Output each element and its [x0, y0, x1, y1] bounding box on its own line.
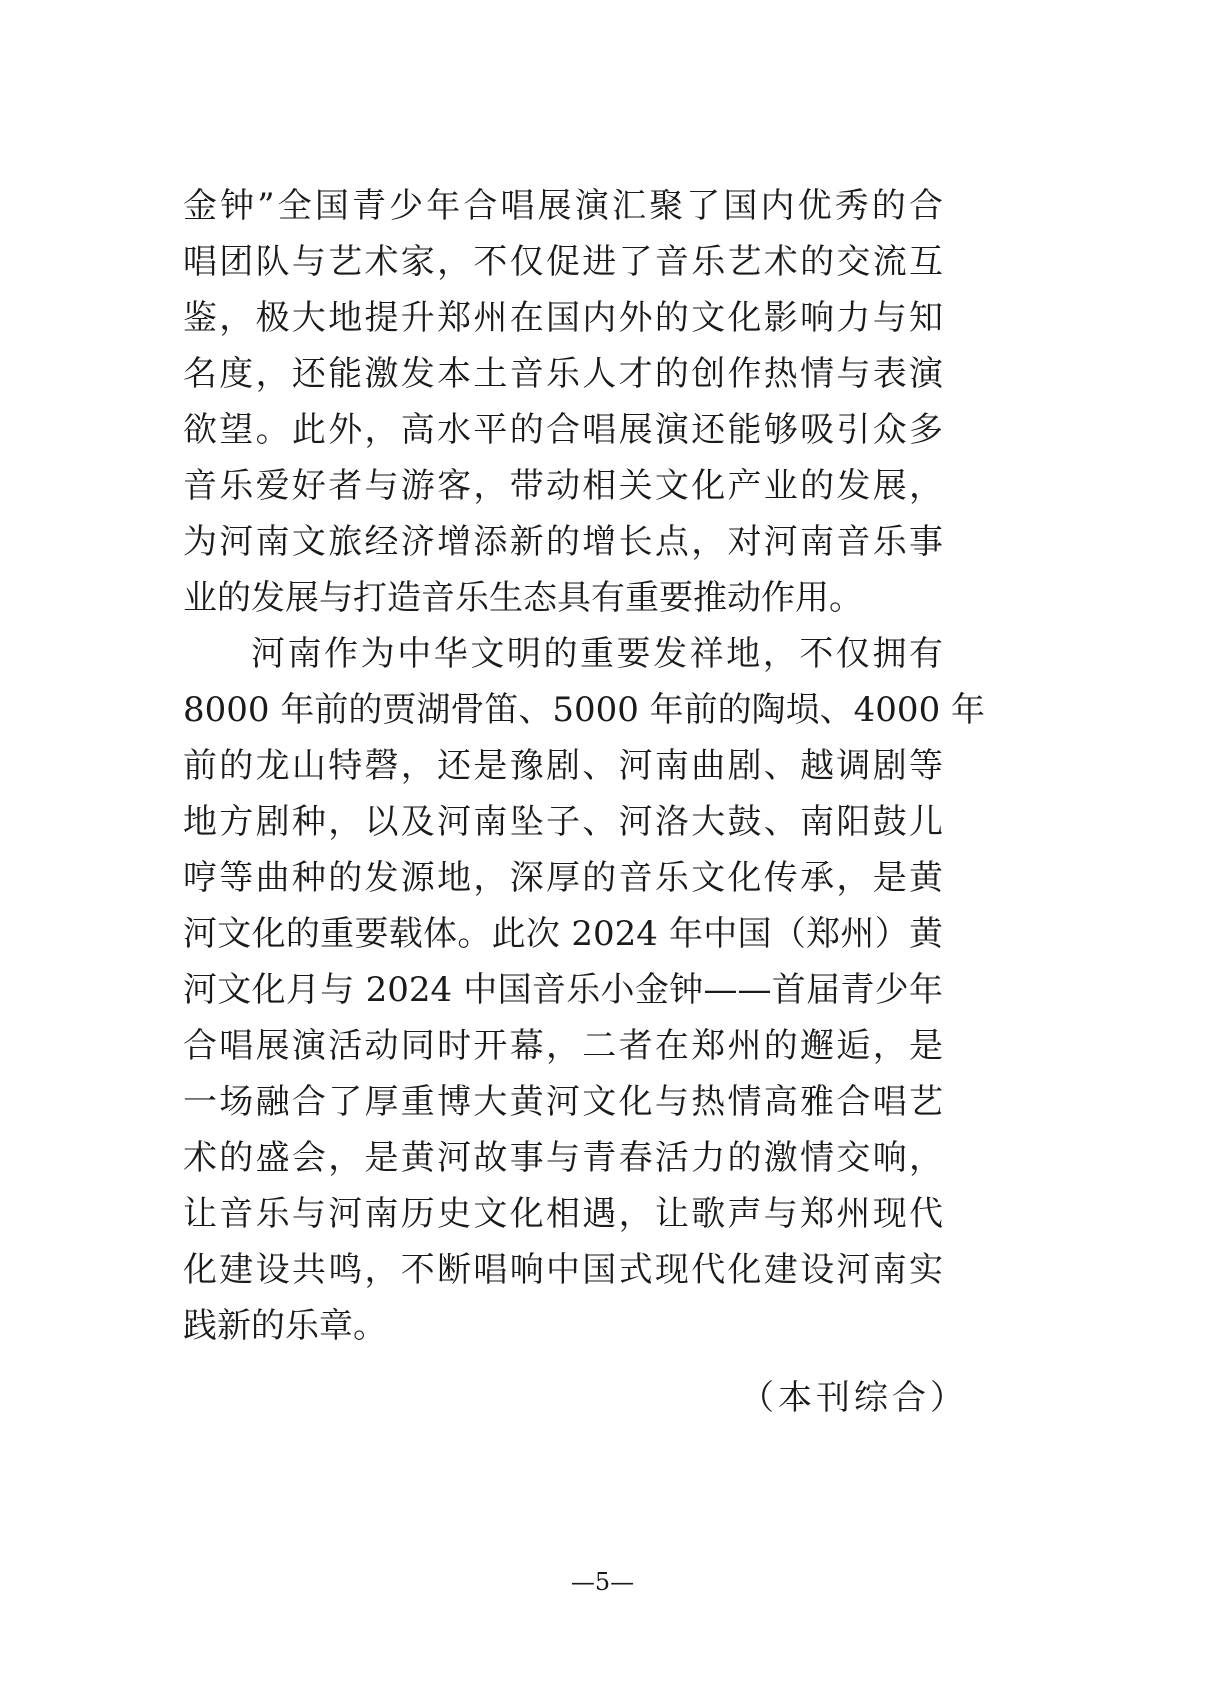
- text-line: 为河南文旅经济增添新的增长点，对河南音乐事: [183, 522, 943, 562]
- text-line: 业的发展与打造音乐生态具有重要推动作用。: [183, 578, 863, 618]
- text-line: 金钟”全国青少年合唱展演汇聚了国内优秀的合: [183, 186, 943, 226]
- text-line: 欲望。此外，高水平的合唱展演还能够吸引众多: [183, 410, 943, 450]
- text-line: 8000 年前的贾湖骨笛、5000 年前的陶埙、4000 年: [183, 690, 986, 730]
- text-line: 鉴，极大地提升郑州在国内外的文化影响力与知: [183, 298, 943, 338]
- text-line: 音乐爱好者与游客，带动相关文化产业的发展，: [183, 466, 943, 506]
- text-line: 前的龙山特磬，还是豫剧、河南曲剧、越调剧等: [183, 746, 943, 786]
- paragraph-first-line: 河南作为中华文明的重要发祥地，不仅拥有: [251, 634, 943, 674]
- text-line: 名度，还能激发本土音乐人才的创作热情与表演: [183, 354, 943, 394]
- text-line: 唱团队与艺术家，不仅促进了音乐艺术的交流互: [183, 242, 943, 282]
- text-line: 地方剧种，以及河南坠子、河洛大鼓、南阳鼓儿: [183, 802, 943, 842]
- text-line: 让音乐与河南历史文化相遇，让歌声与郑州现代: [183, 1194, 943, 1234]
- article-body: [183, 178, 986, 1354]
- text-line: 践新的乐章。: [183, 1306, 387, 1346]
- text-line: 哼等曲种的发源地，深厚的音乐文化传承，是黄: [183, 858, 943, 898]
- text-line: 河文化的重要载体。此次 2024 年中国（郑州）黄: [183, 914, 943, 954]
- text-line: 合唱展演活动同时开幕，二者在郑州的邂逅，是: [183, 1026, 943, 1066]
- page-number: —5—: [570, 1568, 635, 1596]
- source-credit: （本刊综合）: [740, 1378, 968, 1418]
- text-line: 术的盛会，是黄河故事与青春活力的激情交响，: [183, 1138, 943, 1178]
- text-line: 河文化月与 2024 中国音乐小金钟——首届青少年: [183, 970, 943, 1010]
- text-line: 化建设共鸣，不断唱响中国式现代化建设河南实: [183, 1250, 943, 1290]
- text-line: 一场融合了厚重博大黄河文化与热情高雅合唱艺: [183, 1082, 943, 1122]
